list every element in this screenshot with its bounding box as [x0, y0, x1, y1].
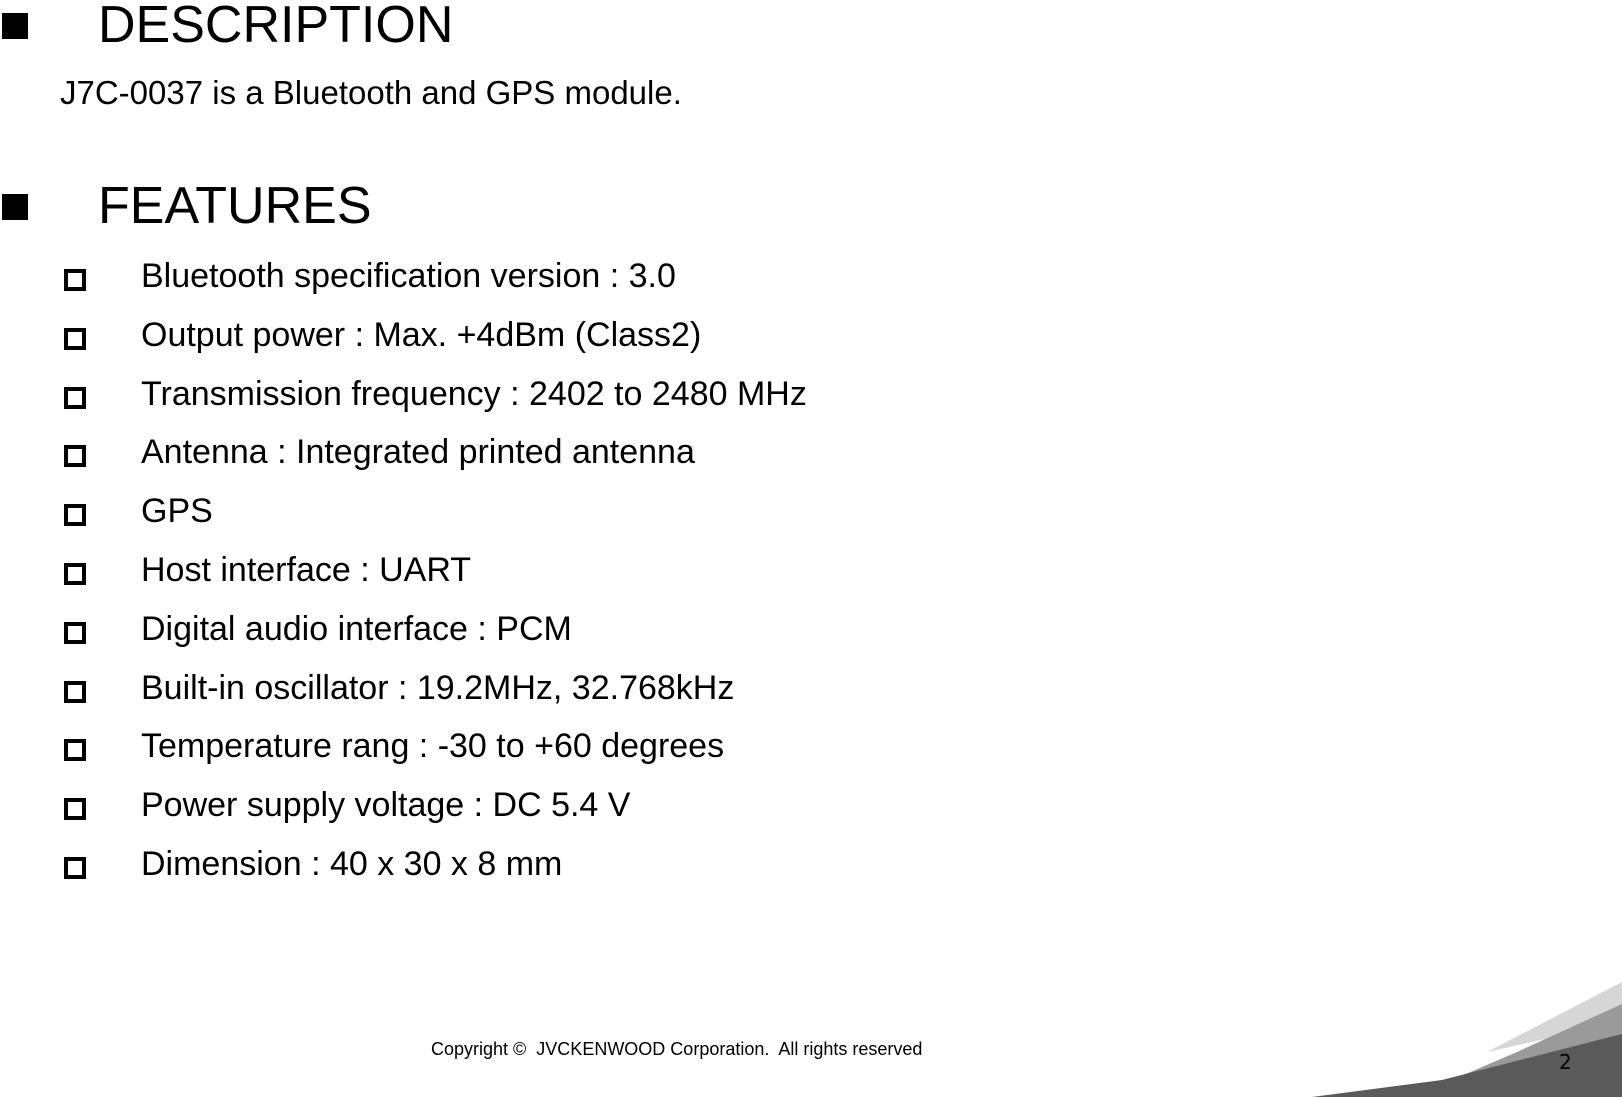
- hollow-square-bullet-icon: [64, 387, 86, 409]
- page-number: 2: [1559, 1050, 1572, 1074]
- hollow-square-bullet-icon: [64, 681, 86, 703]
- section-bullet-icon: [2, 194, 28, 220]
- hollow-square-bullet-icon: [64, 269, 86, 291]
- description-text: J7C-0037 is a Bluetooth and GPS module.: [60, 74, 682, 111]
- hollow-square-bullet-icon: [64, 445, 86, 467]
- feature-text: Host interface : UART: [141, 550, 472, 589]
- section-bullet-icon: [2, 13, 28, 39]
- hollow-square-bullet-icon: [64, 328, 86, 350]
- feature-text: Transmission frequency : 2402 to 2480 MHz: [141, 374, 807, 413]
- feature-text: Bluetooth specification version : 3.0: [141, 257, 676, 295]
- feature-text: Dimension : 40 x 30 x 8 mm: [141, 844, 563, 883]
- feature-text: GPS: [141, 492, 213, 531]
- feature-text: Antenna : Integrated printed antenna: [141, 433, 695, 472]
- hollow-square-bullet-icon: [64, 563, 86, 585]
- hollow-square-bullet-icon: [64, 798, 86, 820]
- feature-text: Built-in oscillator : 19.2MHz, 32.768kHz: [141, 668, 735, 707]
- hollow-square-bullet-icon: [64, 622, 86, 644]
- copyright-notice: Copyright © JVCKENWOOD Corporation. All rights reserved: [431, 1039, 923, 1059]
- features-heading: FEATURES: [98, 177, 372, 235]
- feature-text: Output power : Max. +4dBm (Class2): [141, 315, 702, 354]
- hollow-square-bullet-icon: [64, 857, 86, 879]
- hollow-square-bullet-icon: [64, 739, 86, 761]
- hollow-square-bullet-icon: [64, 504, 86, 526]
- feature-text: Power supply voltage : DC 5.4 V: [141, 786, 631, 825]
- feature-text: Digital audio interface : PCM: [141, 609, 572, 648]
- feature-text: Temperature rang : -30 to +60 degrees: [141, 727, 725, 766]
- description-heading: DESCRIPTION: [98, 0, 454, 54]
- corner-decoration-icon: [1312, 982, 1622, 1097]
